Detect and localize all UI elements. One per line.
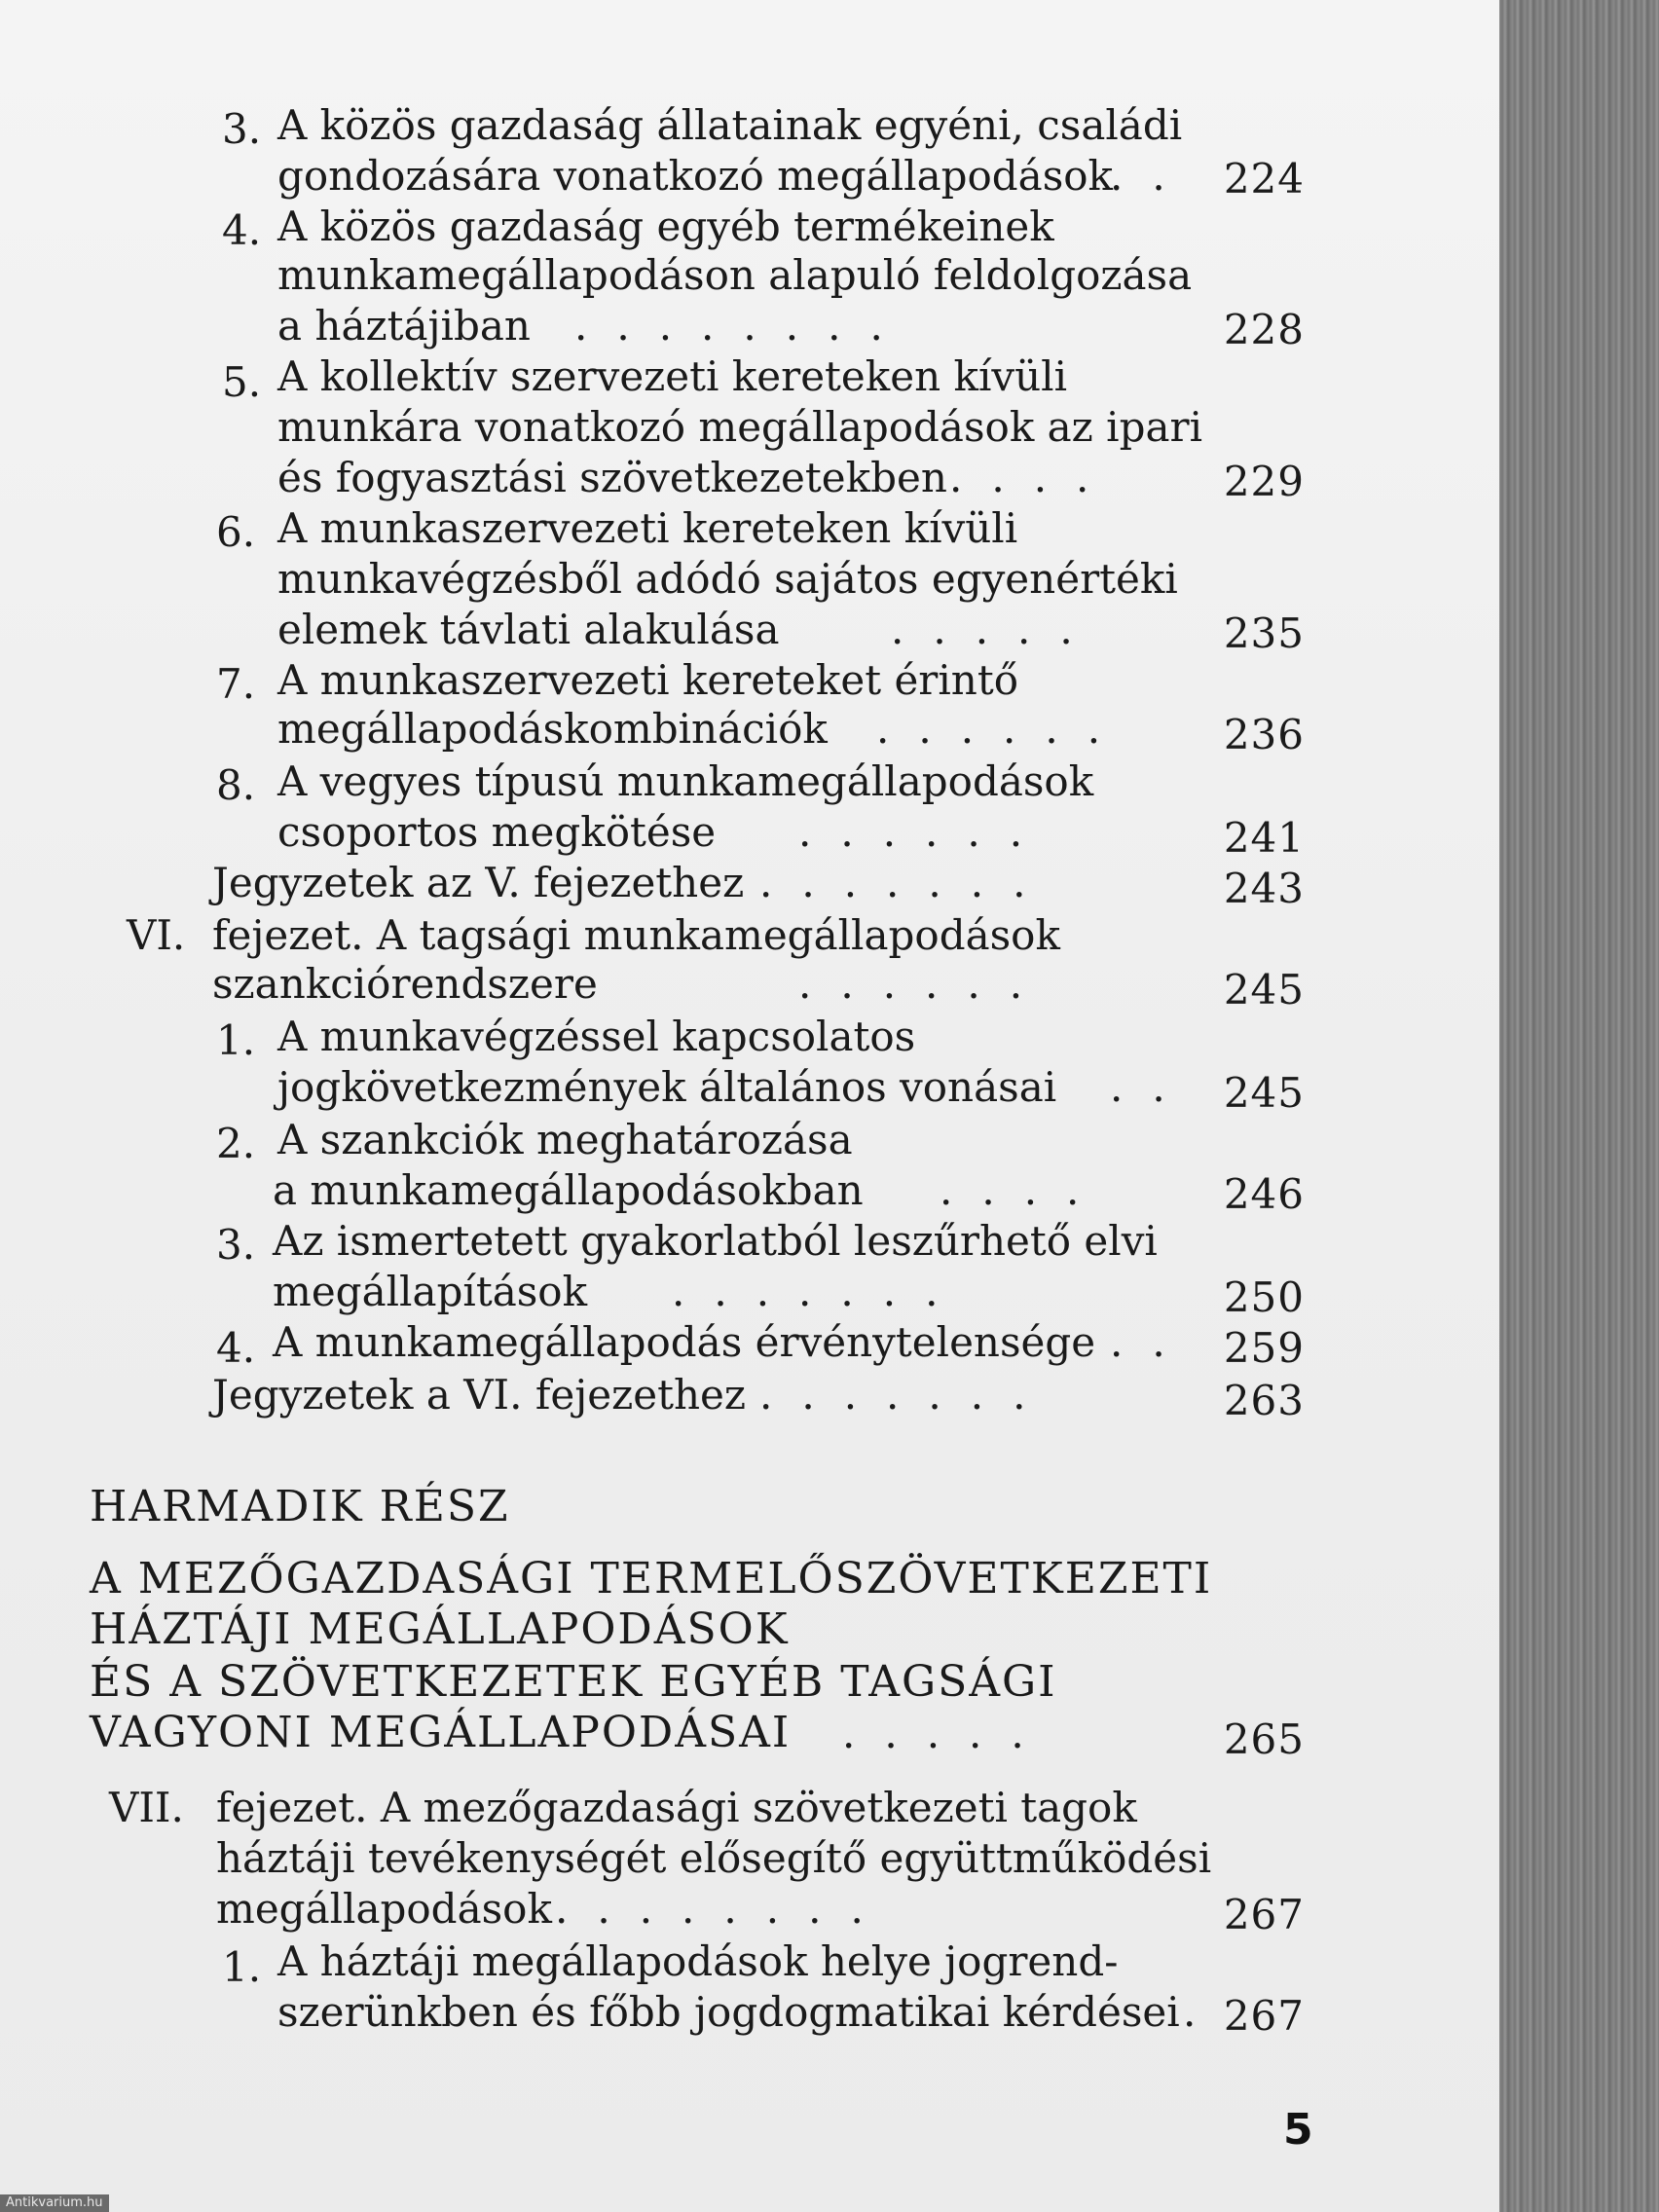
entry-number: 4. xyxy=(222,206,262,254)
leader-dots: .. xyxy=(1110,152,1195,200)
part-title: A MEZŐGAZDASÁGI TERMELŐSZÖVETKEZETI xyxy=(90,1554,1213,1604)
entry-text: A kollektív szervezeti kereteken kívüli xyxy=(277,352,1068,400)
entry-number: 2. xyxy=(216,1120,256,1167)
leader-dots: ....... xyxy=(759,1371,1055,1419)
leader-dots: .... xyxy=(940,1166,1109,1214)
entry-text: megállapítások xyxy=(273,1268,588,1315)
entry-text: a háztájiban xyxy=(277,302,531,350)
entry-number: 1. xyxy=(222,1943,262,1991)
page-number: 263 xyxy=(1223,1377,1305,1424)
entry-text: A vegyes típusú munkamegállapodások xyxy=(277,757,1094,805)
entry-text: háztáji tevékenységét elősegítő együttműködési xyxy=(216,1834,1212,1882)
page-number: 229 xyxy=(1223,458,1305,505)
part-label: HARMADIK RÉSZ xyxy=(90,1482,510,1531)
entry-text: Jegyzetek az V. fejezethez xyxy=(212,859,745,906)
entry-text: munkára vonatkozó megállapodások az ipari xyxy=(277,403,1203,451)
entry-text: szerünkben és főbb jogdogmatikai kérdései xyxy=(277,1988,1180,2036)
entry-text: A munkaszervezeti kereteket érintő xyxy=(277,656,1019,704)
entry-text: csoportos megkötése xyxy=(277,808,717,856)
entry-text: megállapodások xyxy=(216,1885,552,1933)
page-number: 259 xyxy=(1223,1324,1305,1372)
leader-dots: ...... xyxy=(798,960,1052,1008)
entry-text: fejezet. A tagsági munkamegállapodások xyxy=(212,911,1060,959)
entry-text: Jegyzetek a VI. fejezethez xyxy=(212,1371,747,1419)
page-number: 241 xyxy=(1223,814,1305,862)
entry-text: Az ismertetett gyakorlatból leszűrhető elvi xyxy=(273,1217,1158,1265)
entry-number: 1. xyxy=(216,1016,256,1064)
entry-text: A munkavégzéssel kapcsolatos xyxy=(277,1013,916,1060)
entry-number: 7. xyxy=(216,660,256,708)
part-title: ÉS A SZÖVETKEZETEK EGYÉB TAGSÁGI xyxy=(90,1657,1057,1707)
leader-dots: .. xyxy=(1110,1318,1195,1366)
entry-text: A szankciók meghatározása xyxy=(277,1116,853,1163)
book-edge xyxy=(1499,0,1659,2212)
page-number: 236 xyxy=(1223,711,1305,758)
leader-dots: ..... xyxy=(842,1710,1053,1757)
page-number: 265 xyxy=(1223,1715,1305,1763)
entry-number: 3. xyxy=(216,1221,256,1269)
entry-number: 8. xyxy=(216,761,256,809)
page-number: 235 xyxy=(1223,609,1305,657)
leader-dots: ........ xyxy=(555,1885,893,1933)
chapter-number: VI. xyxy=(127,911,186,959)
page-number: 267 xyxy=(1223,1992,1305,2040)
entry-text: megállapodáskombinációk xyxy=(277,705,828,753)
entry-text: A munkamegállapodás érvénytelensége xyxy=(273,1318,1096,1366)
entry-number: 6. xyxy=(216,508,256,556)
entry-text: és fogyasztási szövetkezetekben xyxy=(277,454,947,501)
leader-dots: ....... xyxy=(672,1268,968,1315)
leader-dots: ...... xyxy=(876,705,1130,753)
entry-text: fejezet. A mezőgazdasági szövetkezeti tagok xyxy=(216,1784,1137,1831)
leader-dots: ........ xyxy=(574,302,912,350)
entry-text: A háztáji megállapodások helye jogrend- xyxy=(277,1937,1119,1985)
leader-dots: ...... xyxy=(798,808,1052,856)
entry-text: munkamegállapodáson alapuló feldolgozása xyxy=(277,251,1193,299)
leader-dots: .... xyxy=(949,454,1119,501)
entry-text: elemek távlati alakulása xyxy=(277,606,780,653)
leader-dots: . xyxy=(1183,1988,1226,2036)
page-number: 228 xyxy=(1223,306,1305,353)
chapter-number: VII. xyxy=(109,1784,184,1831)
entry-number: 3. xyxy=(222,105,262,153)
entry-text: A munkaszervezeti kereteken kívüli xyxy=(277,504,1018,552)
page-number: 224 xyxy=(1223,155,1305,203)
entry-text: A közös gazdaság állatainak egyéni, családi xyxy=(277,101,1183,149)
leader-dots: .. xyxy=(1110,1063,1195,1111)
entry-text: gondozására vonatkozó megállapodások xyxy=(277,152,1114,200)
leader-dots: ....... xyxy=(759,859,1055,906)
page-number: 246 xyxy=(1223,1170,1305,1218)
entry-text: munkavégzésből adódó sajátos egyenértéki xyxy=(277,555,1178,603)
entry-text: szankciórendszere xyxy=(212,960,598,1008)
entry-number: 5. xyxy=(222,358,262,406)
watermark: Antikvarium.hu xyxy=(0,2194,109,2212)
entry-text: a munkamegállapodásokban xyxy=(273,1166,864,1214)
part-title: HÁZTÁJI MEGÁLLAPODÁSOK xyxy=(90,1604,790,1654)
entry-text: A közös gazdaság egyéb termékeinek xyxy=(277,203,1054,250)
entry-text: jogkövetkezmények általános vonásai xyxy=(277,1063,1057,1111)
leader-dots: ..... xyxy=(891,606,1102,653)
page-number: 245 xyxy=(1223,966,1305,1014)
entry-number: 4. xyxy=(216,1324,256,1372)
page-number: 245 xyxy=(1223,1069,1305,1117)
page-number: 267 xyxy=(1223,1891,1305,1938)
folio-number: 5 xyxy=(1283,2105,1313,2155)
page-number: 250 xyxy=(1223,1273,1305,1321)
page-number: 243 xyxy=(1223,865,1305,912)
part-title: VAGYONI MEGÁLLAPODÁSAI xyxy=(90,1708,792,1757)
